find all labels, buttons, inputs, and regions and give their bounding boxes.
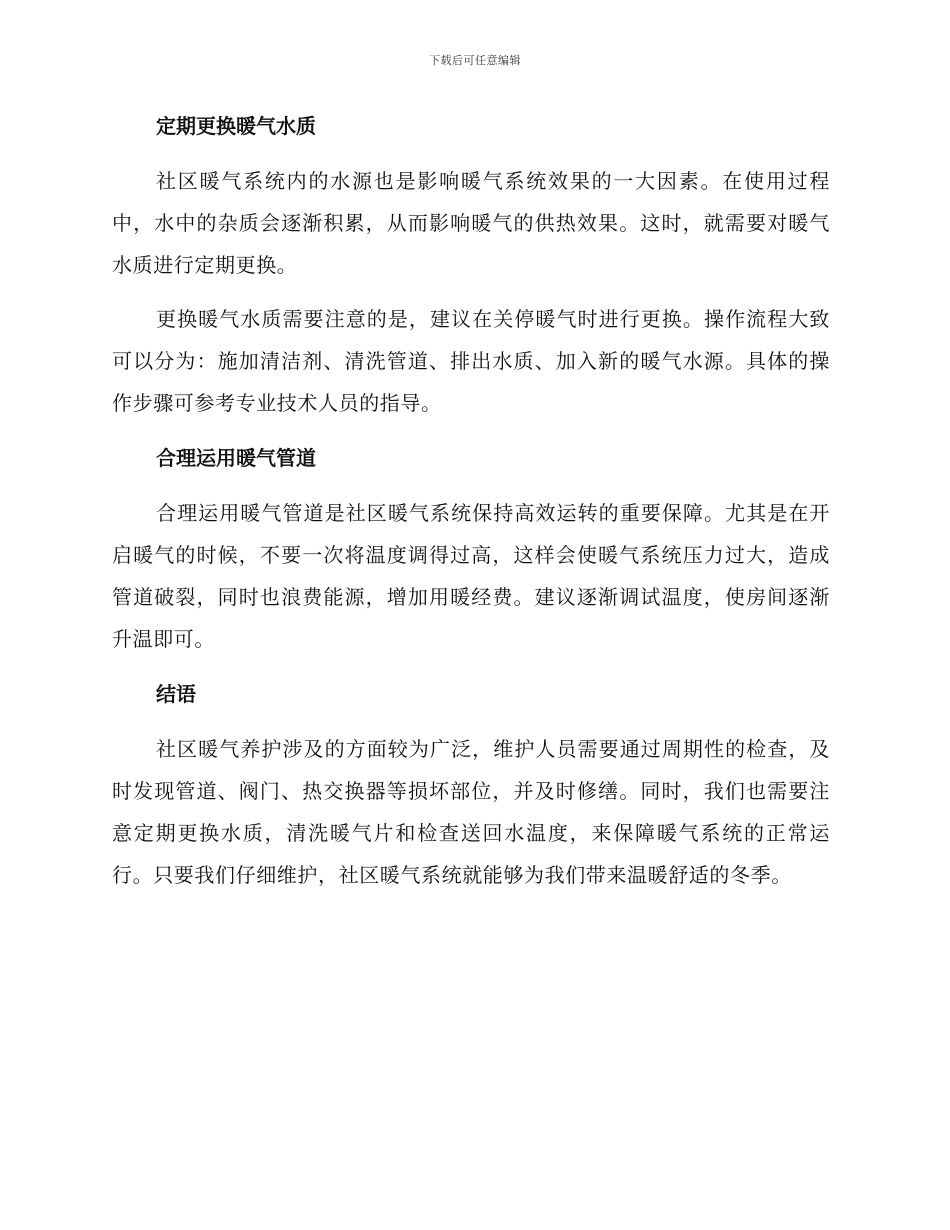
section-heading-conclusion: 结语 — [156, 682, 196, 706]
section-heading-water-quality: 定期更换暖气水质 — [156, 114, 316, 138]
paragraph-pipe-usage: 合理运用暖气管道是社区暖气系统保持高效运转的重要保障。尤其是在开启暖气的时候，不要一次将温度调得过高，这样会使暖气系统压力过大，造成管道破裂，同时也浪费能源，增加用暖经费。建议逐渐调试温度，使房间逐渐升温即可。 — [112, 501, 830, 651]
paragraph-water-source: 社区暖气系统内的水源也是影响暖气系统效果的一大因素。在使用过程中，水中的杂质会逐渐积累，从而影响暖气的供热效果。这时，就需要对暖气水质进行定期更换。 — [112, 169, 830, 277]
page-header-note: 下载后可任意编辑 — [429, 54, 521, 67]
paragraph-replacement-procedure: 更换暖气水质需要注意的是，建议在关停暖气时进行更换。操作流程大致可以分为：施加清洁剂、清洗管道、排出水质、加入新的暖气水源。具体的操作步骤可参考专业技术人员的指导。 — [112, 307, 830, 415]
section-heading-pipe-usage: 合理运用暖气管道 — [156, 446, 316, 470]
document-body — [112, 104, 830, 896]
paragraph-conclusion: 社区暖气养护涉及的方面较为广泛，维护人员需要通过周期性的检查，及时发现管道、阀门、热交换器等损坏部位，并及时修缮。同时，我们也需要注意定期更换水质，清洗暖气片和检查送回水温度，来保障暖气系统的正常运行。只要我们仔细维护，社区暖气系统就能够为我们带来温暖舒适的冬季。 — [112, 737, 830, 887]
